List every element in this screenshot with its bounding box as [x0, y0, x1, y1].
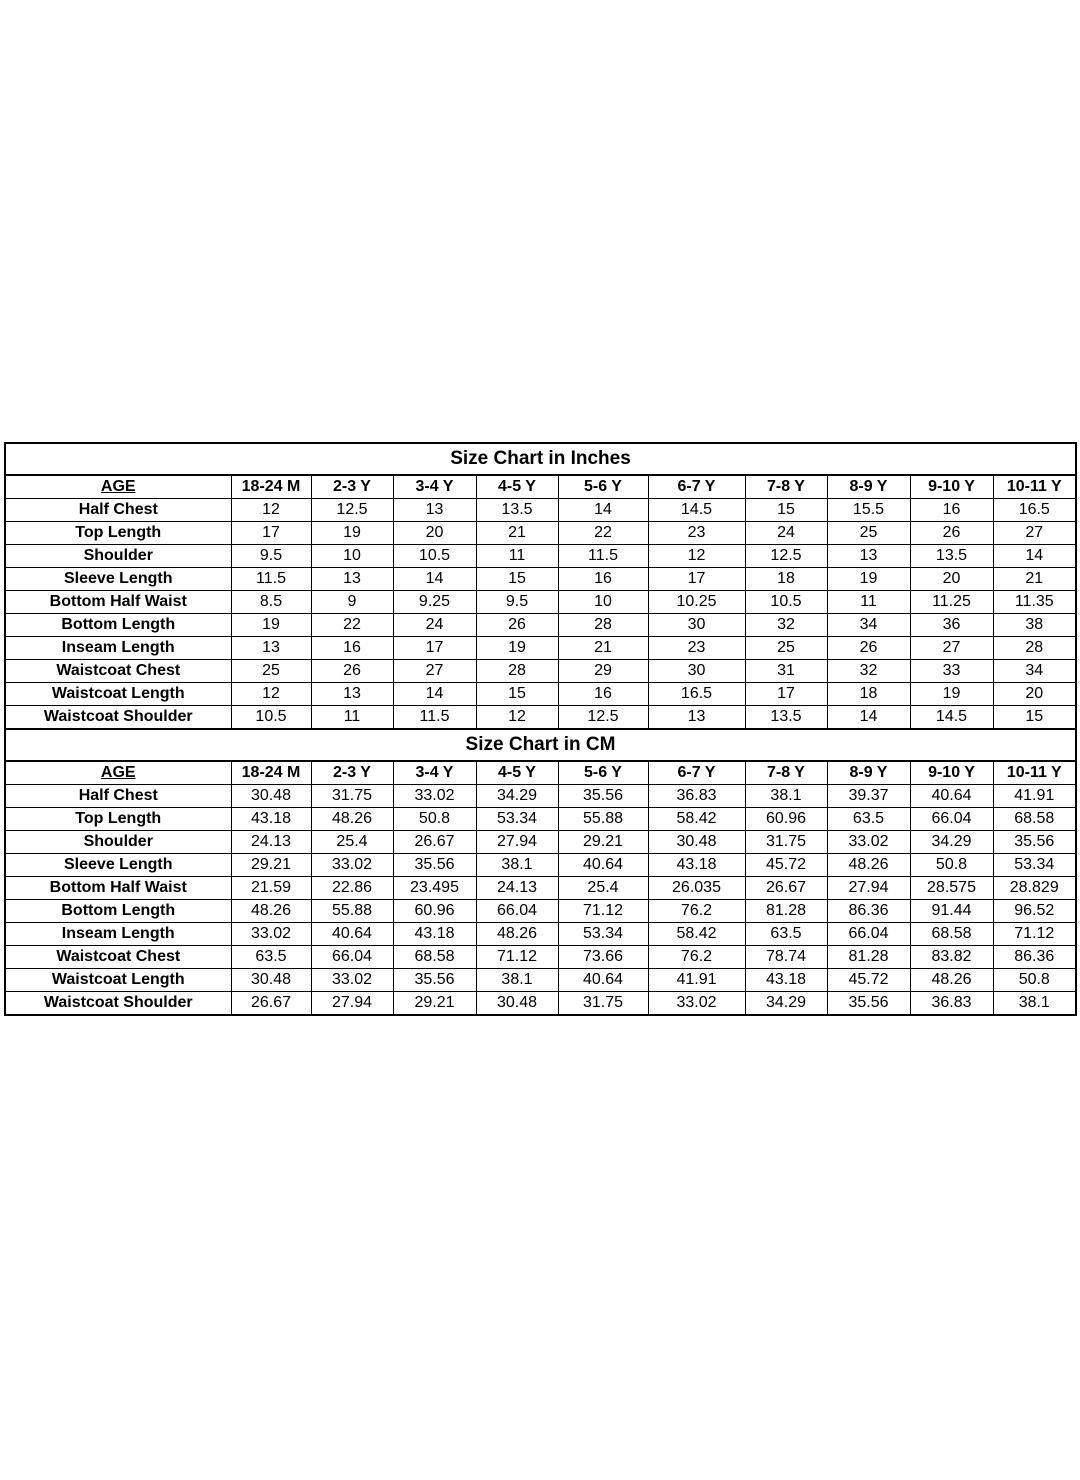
value-cell: 11.25: [910, 591, 993, 614]
value-cell: 28.829: [993, 877, 1076, 900]
value-cell: 30.48: [648, 831, 745, 854]
inches-col-header: 8-9 Y: [827, 475, 910, 499]
value-cell: 26.67: [393, 831, 476, 854]
value-cell: 12.5: [745, 545, 827, 568]
value-cell: 13: [231, 637, 311, 660]
value-cell: 33.02: [648, 992, 745, 1016]
value-cell: 35.56: [827, 992, 910, 1016]
value-cell: 71.12: [558, 900, 648, 923]
value-cell: 10.25: [648, 591, 745, 614]
value-cell: 58.42: [648, 808, 745, 831]
row-label: Sleeve Length: [5, 568, 231, 591]
cm-col-header: 5-6 Y: [558, 761, 648, 785]
row-label: Bottom Length: [5, 900, 231, 923]
value-cell: 28.575: [910, 877, 993, 900]
cm-col-header: 10-11 Y: [993, 761, 1076, 785]
value-cell: 48.26: [827, 854, 910, 877]
value-cell: 31: [745, 660, 827, 683]
table-row: [5, 660, 1076, 683]
inches-col-header: 4-5 Y: [476, 475, 558, 499]
row-label: Top Length: [5, 808, 231, 831]
value-cell: 15: [745, 499, 827, 522]
value-cell: 81.28: [745, 900, 827, 923]
value-cell: 25: [745, 637, 827, 660]
value-cell: 26.67: [231, 992, 311, 1016]
value-cell: 30.48: [231, 785, 311, 808]
value-cell: 35.56: [393, 969, 476, 992]
value-cell: 43.18: [648, 854, 745, 877]
value-cell: 22: [558, 522, 648, 545]
value-cell: 13: [311, 683, 393, 706]
cm-col-header: 9-10 Y: [910, 761, 993, 785]
value-cell: 18: [827, 683, 910, 706]
value-cell: 55.88: [311, 900, 393, 923]
value-cell: 43.18: [231, 808, 311, 831]
value-cell: 21: [558, 637, 648, 660]
value-cell: 71.12: [476, 946, 558, 969]
value-cell: 34: [993, 660, 1076, 683]
table-row: [5, 614, 1076, 637]
value-cell: 83.82: [910, 946, 993, 969]
value-cell: 27: [993, 522, 1076, 545]
value-cell: 26: [311, 660, 393, 683]
value-cell: 19: [476, 637, 558, 660]
cm-col-header: 18-24 M: [231, 761, 311, 785]
value-cell: 38.1: [476, 854, 558, 877]
value-cell: 29: [558, 660, 648, 683]
value-cell: 29.21: [393, 992, 476, 1016]
table-row: [5, 808, 1076, 831]
value-cell: 68.58: [393, 946, 476, 969]
value-cell: 63.5: [231, 946, 311, 969]
value-cell: 36.83: [648, 785, 745, 808]
value-cell: 13: [648, 706, 745, 730]
inches-age-header: AGE: [5, 475, 231, 499]
table-row: [5, 900, 1076, 923]
value-cell: 28: [993, 637, 1076, 660]
value-cell: 25.4: [558, 877, 648, 900]
value-cell: 34.29: [910, 831, 993, 854]
value-cell: 26: [910, 522, 993, 545]
value-cell: 29.21: [558, 831, 648, 854]
value-cell: 76.2: [648, 946, 745, 969]
value-cell: 9.25: [393, 591, 476, 614]
value-cell: 32: [827, 660, 910, 683]
size-chart-table: [4, 442, 1077, 1016]
value-cell: 27: [393, 660, 476, 683]
cm-col-header: 3-4 Y: [393, 761, 476, 785]
value-cell: 13.5: [476, 499, 558, 522]
value-cell: 12: [648, 545, 745, 568]
value-cell: 35.56: [393, 854, 476, 877]
row-label: Sleeve Length: [5, 854, 231, 877]
value-cell: 35.56: [558, 785, 648, 808]
table-row: [5, 522, 1076, 545]
value-cell: 53.34: [558, 923, 648, 946]
value-cell: 11: [827, 591, 910, 614]
value-cell: 14: [393, 568, 476, 591]
value-cell: 20: [910, 568, 993, 591]
cm-col-header: 7-8 Y: [745, 761, 827, 785]
value-cell: 21: [476, 522, 558, 545]
cm-title-row: [5, 729, 1076, 761]
table-row: [5, 785, 1076, 808]
inches-col-header: 10-11 Y: [993, 475, 1076, 499]
value-cell: 13: [311, 568, 393, 591]
value-cell: 39.37: [827, 785, 910, 808]
row-label: Waistcoat Chest: [5, 946, 231, 969]
value-cell: 34.29: [476, 785, 558, 808]
value-cell: 28: [476, 660, 558, 683]
value-cell: 11.35: [993, 591, 1076, 614]
table-row: [5, 568, 1076, 591]
value-cell: 23: [648, 522, 745, 545]
value-cell: 71.12: [993, 923, 1076, 946]
value-cell: 35.56: [993, 831, 1076, 854]
value-cell: 43.18: [745, 969, 827, 992]
value-cell: 11: [311, 706, 393, 730]
value-cell: 60.96: [745, 808, 827, 831]
value-cell: 66.04: [311, 946, 393, 969]
value-cell: 45.72: [745, 854, 827, 877]
value-cell: 27.94: [476, 831, 558, 854]
value-cell: 48.26: [231, 900, 311, 923]
value-cell: 23.495: [393, 877, 476, 900]
inches-title: Size Chart in Inches: [5, 443, 1076, 475]
value-cell: 26.035: [648, 877, 745, 900]
value-cell: 48.26: [476, 923, 558, 946]
value-cell: 24: [393, 614, 476, 637]
value-cell: 10: [558, 591, 648, 614]
value-cell: 91.44: [910, 900, 993, 923]
value-cell: 36.83: [910, 992, 993, 1016]
value-cell: 96.52: [993, 900, 1076, 923]
value-cell: 66.04: [476, 900, 558, 923]
inches-col-header: 2-3 Y: [311, 475, 393, 499]
value-cell: 14: [993, 545, 1076, 568]
table-row: [5, 683, 1076, 706]
value-cell: 33.02: [393, 785, 476, 808]
cm-title: Size Chart in CM: [5, 729, 1076, 761]
value-cell: 55.88: [558, 808, 648, 831]
table-row: [5, 545, 1076, 568]
value-cell: 50.8: [993, 969, 1076, 992]
value-cell: 25: [231, 660, 311, 683]
value-cell: 25: [827, 522, 910, 545]
value-cell: 53.34: [476, 808, 558, 831]
value-cell: 12: [476, 706, 558, 730]
value-cell: 36: [910, 614, 993, 637]
value-cell: 15: [993, 706, 1076, 730]
value-cell: 38.1: [745, 785, 827, 808]
value-cell: 38.1: [993, 992, 1076, 1016]
value-cell: 76.2: [648, 900, 745, 923]
value-cell: 26: [827, 637, 910, 660]
row-label: Inseam Length: [5, 923, 231, 946]
value-cell: 63.5: [827, 808, 910, 831]
value-cell: 33.02: [231, 923, 311, 946]
value-cell: 33.02: [311, 854, 393, 877]
value-cell: 41.91: [993, 785, 1076, 808]
table-row: [5, 706, 1076, 730]
row-label: Inseam Length: [5, 637, 231, 660]
value-cell: 17: [745, 683, 827, 706]
value-cell: 45.72: [827, 969, 910, 992]
table-row: [5, 854, 1076, 877]
table-row: [5, 969, 1076, 992]
value-cell: 11.5: [231, 568, 311, 591]
row-label: Waistcoat Shoulder: [5, 706, 231, 730]
value-cell: 27: [910, 637, 993, 660]
inches-col-header: 7-8 Y: [745, 475, 827, 499]
row-label: Shoulder: [5, 831, 231, 854]
size-chart: [4, 442, 1075, 1016]
row-label: Bottom Length: [5, 614, 231, 637]
value-cell: 14: [827, 706, 910, 730]
value-cell: 11: [476, 545, 558, 568]
size-chart-body: [5, 443, 1076, 1015]
value-cell: 86.36: [993, 946, 1076, 969]
row-label: Half Chest: [5, 499, 231, 522]
value-cell: 13.5: [910, 545, 993, 568]
value-cell: 48.26: [910, 969, 993, 992]
value-cell: 17: [231, 522, 311, 545]
table-row: [5, 923, 1076, 946]
value-cell: 58.42: [648, 923, 745, 946]
cm-age-header: AGE: [5, 761, 231, 785]
value-cell: 24.13: [476, 877, 558, 900]
value-cell: 41.91: [648, 969, 745, 992]
value-cell: 10.5: [393, 545, 476, 568]
value-cell: 13: [393, 499, 476, 522]
value-cell: 9.5: [231, 545, 311, 568]
value-cell: 8.5: [231, 591, 311, 614]
value-cell: 20: [993, 683, 1076, 706]
value-cell: 16: [558, 683, 648, 706]
table-row: [5, 499, 1076, 522]
value-cell: 33.02: [827, 831, 910, 854]
value-cell: 10.5: [745, 591, 827, 614]
value-cell: 50.8: [910, 854, 993, 877]
value-cell: 16.5: [648, 683, 745, 706]
value-cell: 9: [311, 591, 393, 614]
table-row: [5, 877, 1076, 900]
value-cell: 24: [745, 522, 827, 545]
value-cell: 26.67: [745, 877, 827, 900]
value-cell: 16: [558, 568, 648, 591]
value-cell: 16: [311, 637, 393, 660]
value-cell: 63.5: [745, 923, 827, 946]
cm-col-header: 8-9 Y: [827, 761, 910, 785]
value-cell: 17: [393, 637, 476, 660]
value-cell: 31.75: [745, 831, 827, 854]
value-cell: 68.58: [993, 808, 1076, 831]
table-row: [5, 637, 1076, 660]
value-cell: 40.64: [558, 969, 648, 992]
value-cell: 22: [311, 614, 393, 637]
value-cell: 40.64: [558, 854, 648, 877]
value-cell: 34: [827, 614, 910, 637]
value-cell: 19: [827, 568, 910, 591]
value-cell: 38: [993, 614, 1076, 637]
value-cell: 19: [910, 683, 993, 706]
value-cell: 53.34: [993, 854, 1076, 877]
value-cell: 10: [311, 545, 393, 568]
value-cell: 13: [827, 545, 910, 568]
value-cell: 15.5: [827, 499, 910, 522]
value-cell: 11.5: [393, 706, 476, 730]
value-cell: 14.5: [648, 499, 745, 522]
value-cell: 31.75: [558, 992, 648, 1016]
table-row: [5, 591, 1076, 614]
value-cell: 23: [648, 637, 745, 660]
value-cell: 30.48: [476, 992, 558, 1016]
value-cell: 25.4: [311, 831, 393, 854]
value-cell: 19: [231, 614, 311, 637]
value-cell: 18: [745, 568, 827, 591]
value-cell: 31.75: [311, 785, 393, 808]
value-cell: 27.94: [311, 992, 393, 1016]
value-cell: 73.66: [558, 946, 648, 969]
row-label: Bottom Half Waist: [5, 877, 231, 900]
value-cell: 17: [648, 568, 745, 591]
value-cell: 33.02: [311, 969, 393, 992]
row-label: Top Length: [5, 522, 231, 545]
inches-col-header: 9-10 Y: [910, 475, 993, 499]
value-cell: 38.1: [476, 969, 558, 992]
value-cell: 12.5: [311, 499, 393, 522]
value-cell: 60.96: [393, 900, 476, 923]
value-cell: 11.5: [558, 545, 648, 568]
value-cell: 20: [393, 522, 476, 545]
value-cell: 66.04: [827, 923, 910, 946]
value-cell: 40.64: [311, 923, 393, 946]
inches-col-header: 6-7 Y: [648, 475, 745, 499]
value-cell: 21: [993, 568, 1076, 591]
value-cell: 12.5: [558, 706, 648, 730]
table-row: [5, 831, 1076, 854]
value-cell: 14: [558, 499, 648, 522]
inches-header-row: [5, 475, 1076, 499]
value-cell: 12: [231, 683, 311, 706]
value-cell: 43.18: [393, 923, 476, 946]
cm-col-header: 6-7 Y: [648, 761, 745, 785]
value-cell: 26: [476, 614, 558, 637]
value-cell: 14.5: [910, 706, 993, 730]
value-cell: 14: [393, 683, 476, 706]
value-cell: 40.64: [910, 785, 993, 808]
row-label: Waistcoat Shoulder: [5, 992, 231, 1016]
row-label: Bottom Half Waist: [5, 591, 231, 614]
value-cell: 48.26: [311, 808, 393, 831]
value-cell: 34.29: [745, 992, 827, 1016]
value-cell: 13.5: [745, 706, 827, 730]
value-cell: 12: [231, 499, 311, 522]
value-cell: 68.58: [910, 923, 993, 946]
value-cell: 16.5: [993, 499, 1076, 522]
value-cell: 21.59: [231, 877, 311, 900]
table-row: [5, 946, 1076, 969]
value-cell: 19: [311, 522, 393, 545]
value-cell: 30.48: [231, 969, 311, 992]
value-cell: 22.86: [311, 877, 393, 900]
row-label: Half Chest: [5, 785, 231, 808]
value-cell: 10.5: [231, 706, 311, 730]
value-cell: 29.21: [231, 854, 311, 877]
value-cell: 66.04: [910, 808, 993, 831]
value-cell: 33: [910, 660, 993, 683]
value-cell: 78.74: [745, 946, 827, 969]
table-row: [5, 992, 1076, 1016]
value-cell: 28: [558, 614, 648, 637]
value-cell: 24.13: [231, 831, 311, 854]
value-cell: 27.94: [827, 877, 910, 900]
inches-title-row: [5, 443, 1076, 475]
row-label: Shoulder: [5, 545, 231, 568]
value-cell: 30: [648, 660, 745, 683]
value-cell: 50.8: [393, 808, 476, 831]
cm-header-row: [5, 761, 1076, 785]
value-cell: 15: [476, 683, 558, 706]
value-cell: 15: [476, 568, 558, 591]
row-label: Waistcoat Length: [5, 683, 231, 706]
cm-col-header: 4-5 Y: [476, 761, 558, 785]
value-cell: 30: [648, 614, 745, 637]
value-cell: 86.36: [827, 900, 910, 923]
value-cell: 32: [745, 614, 827, 637]
value-cell: 16: [910, 499, 993, 522]
row-label: Waistcoat Chest: [5, 660, 231, 683]
inches-col-header: 3-4 Y: [393, 475, 476, 499]
cm-col-header: 2-3 Y: [311, 761, 393, 785]
value-cell: 9.5: [476, 591, 558, 614]
value-cell: 81.28: [827, 946, 910, 969]
inches-col-header: 18-24 M: [231, 475, 311, 499]
inches-col-header: 5-6 Y: [558, 475, 648, 499]
row-label: Waistcoat Length: [5, 969, 231, 992]
